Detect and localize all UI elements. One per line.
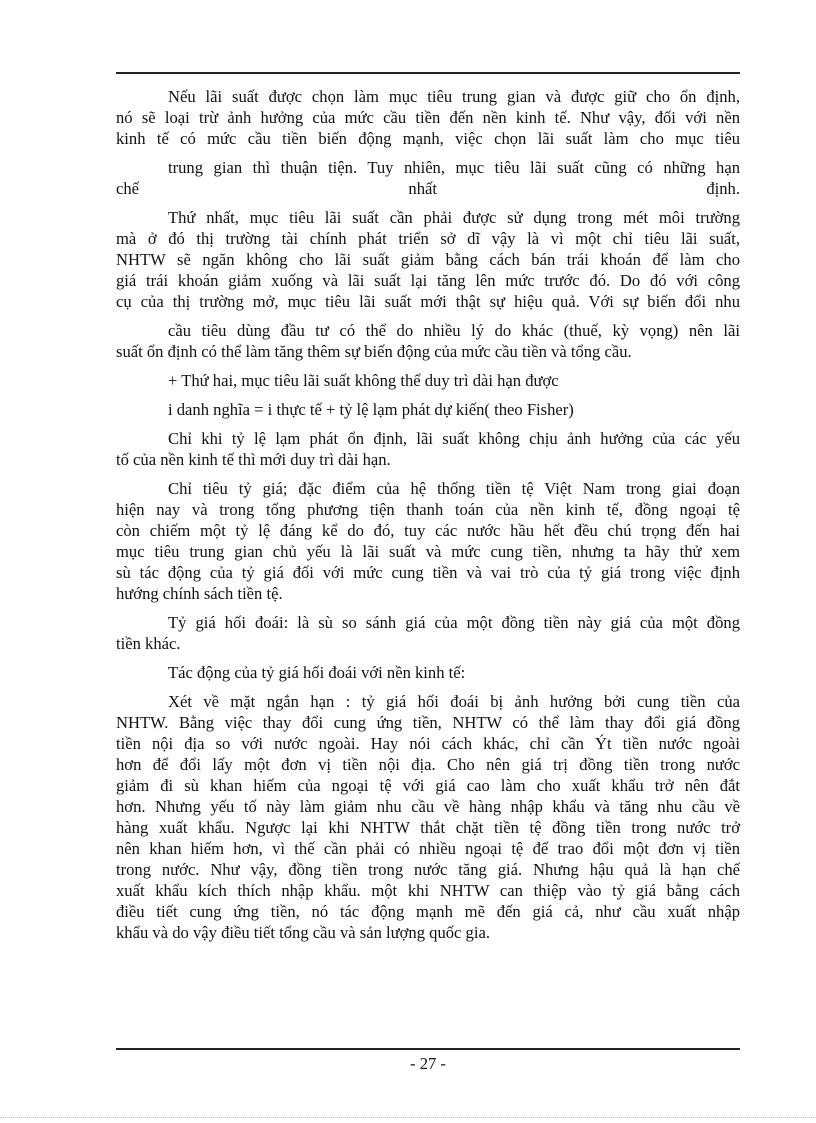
text-line: NHTW. Bằng việc thay đổi cung ứng tiền, NHTW có thể làm thay đổi giá đồng [116, 713, 740, 732]
paragraph-2 [116, 157, 740, 199]
text-line: hiện nay và trong tổng phương tiện thanh toán của nền kinh tế, đồng ngoại tệ [116, 500, 740, 519]
text-line: Chỉ khi tỷ lệ lạm phát ổn định, lãi suất không chịu ảnh hưởng của các yếu [168, 429, 740, 448]
paragraph-3 [116, 207, 740, 312]
text-line: Tác động của tỷ giá hối đoái với nền kinh tế: [168, 663, 466, 682]
text-line: suất ổn định có thể làm tăng thêm sự biến động của mức cầu tiền và tổng cầu. [116, 342, 632, 361]
paragraph-5 [116, 370, 740, 391]
text-line: nó sẽ loại trừ ảnh hưởng của mức cầu tiền đến nền kinh tế. Như vậy, đối với nền [116, 108, 740, 127]
text-line: trung gian thì thuận tiện. Tuy nhiên, mục tiêu lãi suất cũng có những hạn [168, 158, 740, 177]
paragraph-1 [116, 86, 740, 149]
text-line: Chỉ tiêu tỷ giá; đặc điểm của hệ thống tiền tệ Việt Nam trong giai đoạn [168, 479, 740, 498]
text-line: Nếu lãi suất được chọn làm mục tiêu trung gian và được giữ cho ổn định, [168, 87, 740, 106]
text-line: Tỷ giá hối đoái: là sù so sánh giá của một đồng tiền này giá của một đồng [168, 613, 740, 632]
page-number: - 27 - [410, 1054, 446, 1073]
text-line: hơn. Nhưng yếu tố này làm giảm nhu cầu về hàng nhập khẩu và tăng nhu cầu về [116, 797, 740, 816]
text-line: mục tiêu trung gian chủ yếu là lãi suất và mức cung tiền, nhưng ta hãy thử xem [116, 542, 740, 561]
word: nhất [408, 179, 437, 198]
spread-line [116, 178, 740, 199]
header-rule [116, 72, 740, 74]
text-line: hàng xuất khẩu. Ngược lại khi NHTW thắt chặt tiền tệ đồng tiền trong nước trở [116, 818, 740, 837]
text-line: tiền nội địa so với nước ngoài. Hay nói cách khác, chỉ cần Ýt tiền nước ngoài [116, 734, 740, 753]
text-line: điều tiết cung ứng tiền, nó tác động mạnh mẽ đến giá cả, như cầu xuất nhập [116, 902, 740, 921]
word: chế [116, 179, 140, 198]
text-line: kinh tế có mức cầu tiền biến động mạnh, việc chọn lãi suất làm cho mục tiêu [116, 129, 740, 148]
paragraph-8 [116, 478, 740, 604]
paragraph-11 [116, 691, 740, 943]
text-line: tiền khác. [116, 634, 181, 653]
text-line: hơn để đổi lấy một đơn vị tiền nội địa. Cho nên giá trị đồng tiền trong nước [116, 755, 740, 774]
paragraph-4 [116, 320, 740, 362]
text-line: tố của nền kinh tế thì mới duy trì dài hạn. [116, 450, 391, 469]
text-line: Thứ nhất, mục tiêu lãi suất cần phải được sử dụng trong mét môi trường [168, 208, 740, 227]
text-line: khẩu và do vậy điều tiết tổng cầu và sản lượng quốc gia. [116, 923, 490, 942]
paragraph-10 [116, 662, 740, 683]
footer-rule [116, 1048, 740, 1050]
text-line: giá trái khoán giảm xuống và lãi suất lại tăng lên mức trước đó. Do đó với công [116, 271, 740, 290]
text-line: cầu tiêu dùng đầu tư có thể do nhiều lý do khác (thuế, kỳ vọng) nên lãi [168, 321, 740, 340]
page-body [116, 86, 740, 943]
text-line: Xét về mặt ngắn hạn : tỷ giá hối đoái bị ảnh hưởng bởi cung tiền của [168, 692, 740, 711]
text-line: xuất khẩu kích thích nhập khẩu. một khi NHTW can thiệp vào tỷ giá bằng cách [116, 881, 740, 900]
text-line: sù tác động của tỷ giá đối với mức cung tiền và vai trò của tỷ giá trong việc định [116, 563, 740, 582]
paragraph-7 [116, 428, 740, 470]
text-line: mà ở đó thị trường tài chính phát triển sở dĩ vậy là vì một chỉ tiêu lãi suất, [116, 229, 740, 248]
paragraph-9 [116, 612, 740, 654]
text-line: trong nước. Như vậy, đồng tiền trong nước tăng giá. Nhưng hậu quả là hạn chế [116, 860, 740, 879]
text-line: còn chiếm một tỷ lệ đáng kể do đó, tuy các nước hầu hết đều chú trọng đến hai [116, 521, 740, 540]
text-line: NHTW sẽ ngăn không cho lãi suất giảm bằng cách bán trái khoán để làm cho [116, 250, 740, 269]
text-line: i danh nghĩa = i thực tế + tỷ lệ lạm phát dự kiến( theo Fisher) [168, 400, 574, 419]
text-line: cụ của thị trường mở, mục tiêu lãi suất mới thật sự hiệu quả. Với sự biến đổi nhu [116, 292, 740, 311]
text-line: + Thứ hai, mục tiêu lãi suất không thể duy trì dài hạn được [168, 371, 559, 390]
text-line: hướng chính sách tiền tệ. [116, 584, 283, 603]
text-line: giảm đi sù khan hiếm của ngoại tệ với giá cao làm cho xuất khẩu trở nên đắt [116, 776, 740, 795]
word: định. [706, 179, 740, 198]
bottom-dotted-border [0, 1117, 816, 1119]
text-line: nên khan hiếm hơn, vì thế cần phải có nhiều ngoại tệ để trao đổi một đơn vị tiền [116, 839, 740, 858]
fisher-formula [116, 399, 740, 420]
